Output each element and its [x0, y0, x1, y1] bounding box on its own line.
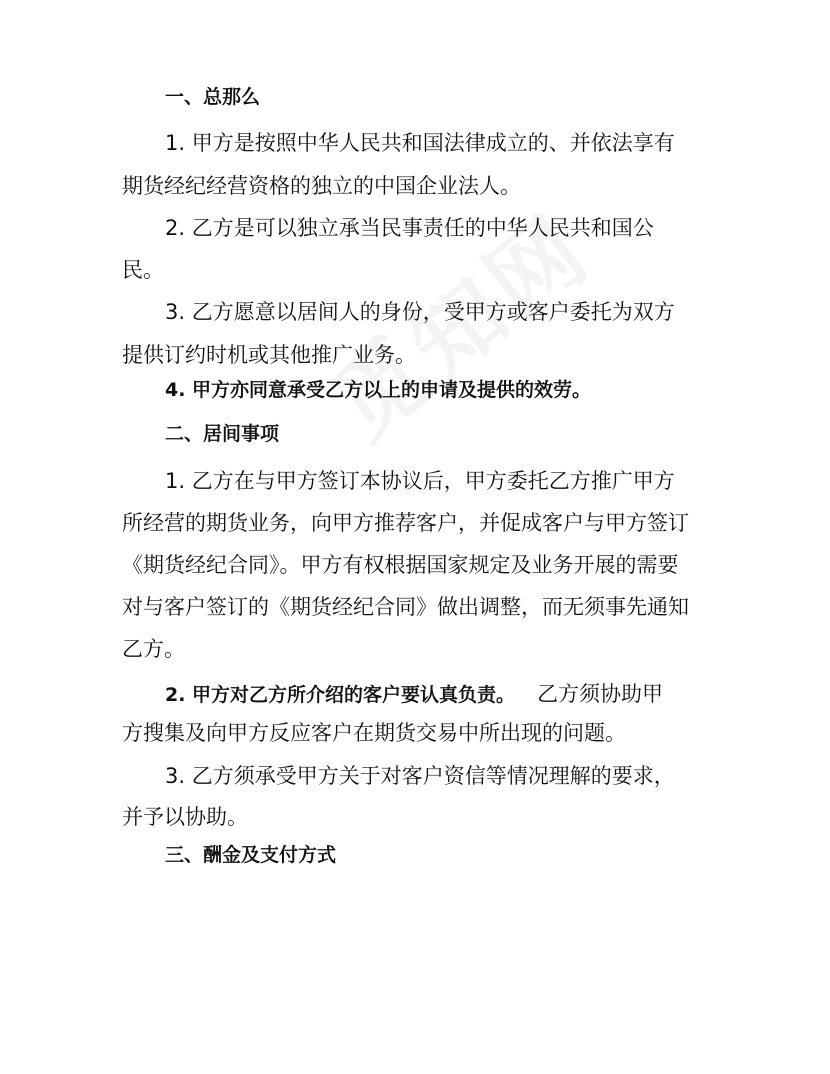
section-3-heading: 三、酬金及支付方式 [165, 844, 337, 866]
s1-item2-line2: 民。 [122, 258, 164, 282]
s1-item1-line1: 1. 甲方是按照中华人民共和国法律成立的、并依法享有 [165, 131, 675, 155]
s2-item3-line1: 3. 乙方须承受甲方关于对客户资信等情况理解的要求， [165, 764, 675, 788]
s1-item2-line1: 2. 乙方是可以独立承当民事责任的中华人民共和国公 [165, 216, 654, 240]
section-2-heading: 二、居间事项 [165, 423, 280, 445]
s2-item1-line4: 对与客户签订的《期货经纪合同》做出调整，而无须事先通知 [122, 595, 689, 619]
s1-item3-line2: 提供订约时机或其他推广业务。 [122, 343, 416, 367]
s2-item1-line1: 1. 乙方在与甲方签订本协议后，甲方委托乙方推广甲方 [165, 469, 675, 493]
section-1-heading: 一、总那么 [165, 86, 261, 108]
s2-item2-line1 [165, 684, 663, 705]
s2-item2-rest: 乙方须协助甲 [537, 682, 664, 706]
s2-item2-bold: 2. 甲方对乙方所介绍的客户要认真负责。 [165, 684, 516, 706]
s2-item2-line2: 方搜集及向甲方反应客户在期货交易中所出现的问题。 [122, 721, 626, 745]
s2-item1-line2: 所经营的期货业务，向甲方推荐客户，并促成客户与甲方签订 [122, 511, 689, 535]
s1-item1-line2: 期货经纪经营资格的独立的中国企业法人。 [122, 174, 521, 198]
s2-item3-line2: 并予以协助。 [122, 805, 248, 829]
s1-item4: 4. 甲方亦同意承受乙方以上的申请及提供的效劳。 [165, 379, 592, 401]
s1-item3-line1: 3. 乙方愿意以居间人的身份，受甲方或客户委托为双方 [165, 300, 675, 324]
s2-item1-line3: 《期货经纪合同》。甲方有权根据国家规定及业务开展的需要 [122, 553, 679, 577]
s2-item1-line5: 乙方。 [122, 637, 185, 661]
